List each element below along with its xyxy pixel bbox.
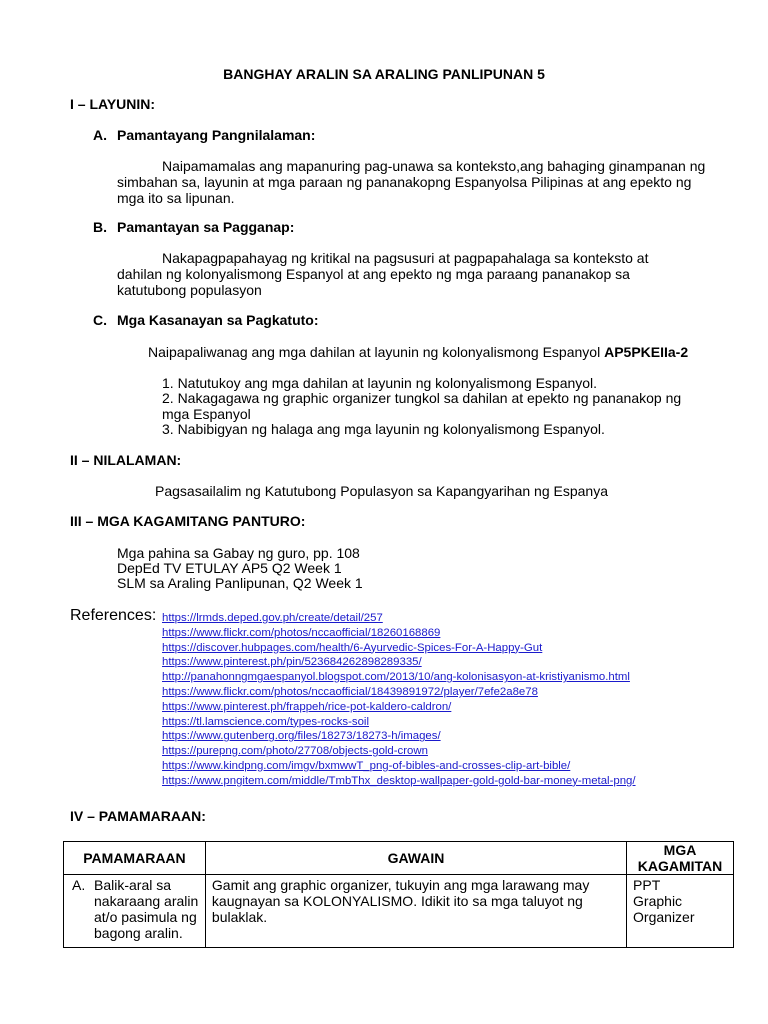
column-header-kagamitan: MGA KAGAMITAN <box>627 842 734 875</box>
reference-link[interactable]: http://panahonngmgaespanyol.blogspot.com/2013/10/ang-kolonisasyon-at-kristiyanismo.html <box>162 671 630 684</box>
cell-pamamaraan <box>64 875 206 948</box>
objective-item: 3. Nabibigyan ng halaga ang mga layunin ng kolonyalismong Espanyol. <box>162 421 605 437</box>
section1a-text: Naipamamalas ang mapanuring pag-unawa sa konteksto,ang bahaging ginampanan ng simbahan sa, layunin at mga paraan ng pananakopng Espanyolsa Pilipinas at ang epekto ng mga ito sa lipunan. <box>117 158 706 206</box>
section3-heading: III – MGA KAGAMITANG PANTURO: <box>70 513 306 529</box>
row-pamamaraan-text: Balik-aral sa nakaraang aralin at/o pasimula ng bagong aralin. <box>94 877 199 941</box>
material-item: Mga pahina sa Gabay ng guro, pp. 108 <box>117 545 360 561</box>
table-row <box>64 875 734 948</box>
cell-kagamitan <box>627 875 734 948</box>
reference-link[interactable]: https://lrmds.deped.gov.ph/create/detail/257 <box>162 612 383 624</box>
objective-item: 1. Natutukoy ang mga dahilan at layunin ng kolonyalismong Espanyol. <box>162 375 598 391</box>
reference-link[interactable]: https://discover.hubpages.com/health/6-Ayurvedic-Spices-For-A-Happy-Gut <box>162 641 543 654</box>
competency-text: Naipapaliwanag ang mga dahilan at layunin ng kolonyalismong Espanyol <box>148 344 601 360</box>
section1-heading: I – LAYUNIN: <box>70 96 156 112</box>
competency-code: AP5PKEIIa-2 <box>604 344 689 360</box>
reference-link[interactable]: https://www.gutenberg.org/files/18273/18273-h/images/ <box>162 730 441 743</box>
section1c-letter: C. <box>93 312 107 328</box>
procedure-table <box>63 841 734 948</box>
reference-link[interactable]: https://www.flickr.com/photos/nccaofficial/18439891972/player/7efe2a8e78 <box>162 685 538 698</box>
section2-heading: II – NILALAMAN: <box>70 452 182 468</box>
reference-link[interactable]: https://www.pinterest.ph/pin/523684262898289335/ <box>162 656 422 669</box>
reference-link[interactable]: https://www.pinterest.ph/frappeh/rice-pot-kaldero-caldron/ <box>162 700 452 713</box>
reference-link[interactable]: https://www.kindpng.com/imgv/bxmwwT_png-of-bibles-and-crosses-clip-art-bible/ <box>162 759 571 772</box>
section1c-heading: Mga Kasanayan sa Pagkatuto: <box>117 312 319 328</box>
section1a-letter: A. <box>93 127 107 143</box>
references-label: References: <box>70 607 157 624</box>
column-header-pamamaraan: PAMAMARAAN <box>64 842 206 875</box>
table-header-row <box>64 842 734 875</box>
column-header-gawain: GAWAIN <box>205 842 626 875</box>
section1c-text <box>148 344 688 360</box>
references-list <box>162 611 636 789</box>
document-title: BANGHAY ARALIN SA ARALING PANLIPUNAN 5 <box>223 66 545 82</box>
section1b-letter: B. <box>93 219 107 235</box>
reference-link[interactable]: https://www.flickr.com/photos/nccaofficial/18260168869 <box>162 626 441 639</box>
material-item: SLM sa Araling Panlipunan, Q2 Week 1 <box>117 575 363 591</box>
material-item: DepEd TV ETULAY AP5 Q2 Week 1 <box>117 560 342 576</box>
kagamitan-item: PPT <box>633 877 661 893</box>
kagamitan-item: Graphic Organizer <box>633 893 695 925</box>
section1a-heading: Pamantayang Pangnilalaman: <box>117 127 316 143</box>
section1b-text: Nakapagpapahayag ng kritikal na pagsusuri at pagpapahalaga sa konteksto at dahilan ng kolonyalismong Espanyol at ang epekto ng mga paraang pananakop sa katutubong populasyon <box>117 250 649 298</box>
section4-heading: IV – PAMAMARAAN: <box>70 808 206 824</box>
reference-link[interactable]: https://tl.lamscience.com/types-rocks-soil <box>162 715 369 728</box>
section1b-heading: Pamantayan sa Pagganap: <box>117 219 295 235</box>
reference-link[interactable]: https://purepng.com/photo/27708/objects-gold-crown <box>162 745 428 758</box>
reference-link[interactable]: https://www.pngitem.com/middle/TmbThx_desktop-wallpaper-gold-gold-bar-money-metal-png/ <box>162 774 636 787</box>
row-letter: A. <box>72 877 86 893</box>
cell-gawain: Gamit ang graphic organizer, tukuyin ang mga larawang may kaugnayan sa KOLONYALISMO. Idikit ito sa mga taluyot ng bulaklak. <box>205 875 626 948</box>
section2-text: Pagsasailalim ng Katutubong Populasyon sa Kapangyarihan ng Espanya <box>155 483 608 499</box>
objective-item: 2. Nakagagawa ng graphic organizer tungkol sa dahilan at epekto ng pananakop ng mga Espanyol <box>162 390 682 422</box>
